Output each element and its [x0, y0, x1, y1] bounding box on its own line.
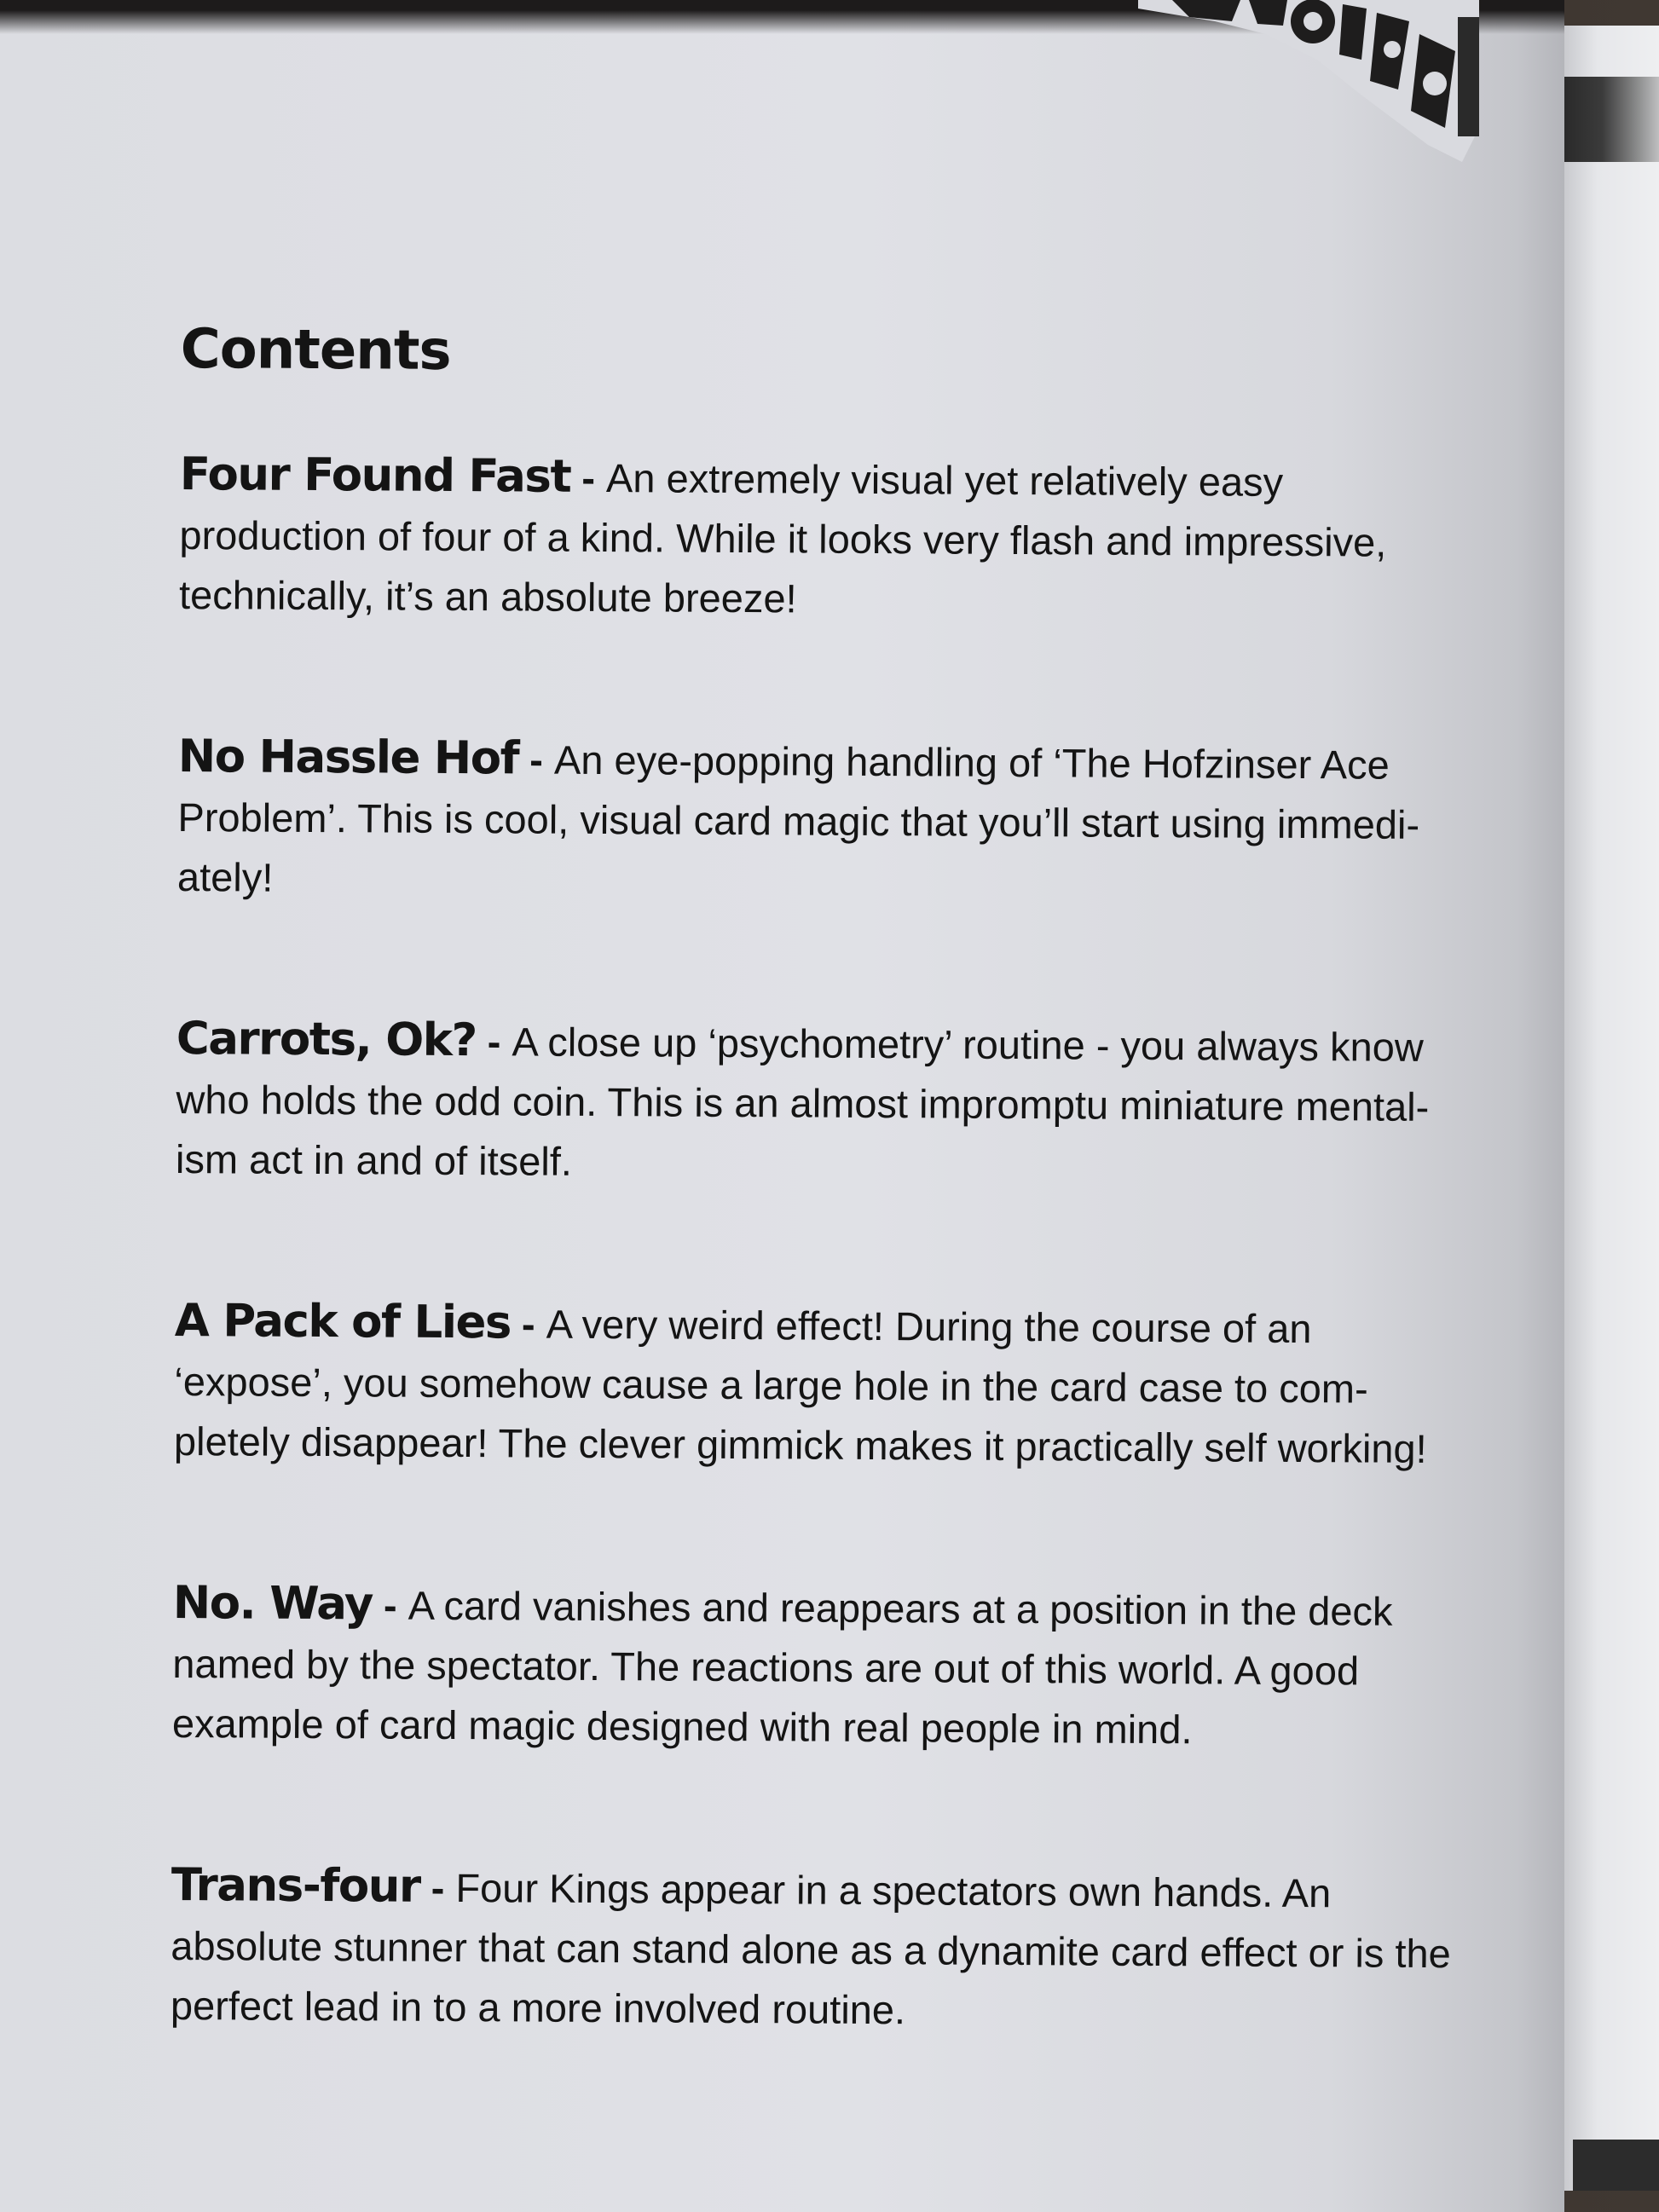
- entry-title: Four Found Fast: [179, 448, 571, 503]
- entry-title: No. Way: [172, 1576, 373, 1631]
- decorative-header-graphic: [1138, 0, 1479, 162]
- entry-title: No Hassle Hof: [177, 730, 519, 785]
- adjacent-page-graphic: [1564, 77, 1659, 162]
- entry-separator: -: [476, 1019, 512, 1065]
- entry-separator: -: [419, 1864, 456, 1911]
- page-title: Contents: [180, 318, 451, 383]
- contents-entry-no-hassle-hof: [177, 727, 1465, 915]
- entry-separator: -: [372, 1582, 408, 1628]
- entry-description: An eye-popping handling of ‘The Hofzinser Ace Problem’. This is cool, visual card magic that you’ll start using immedi-ately!: [176, 736, 1420, 900]
- contents-entry-carrots-ok: [176, 1009, 1464, 1197]
- entry-description: An extremely visual yet relatively easy production of four of a kind. While it looks very flash and impressive, technically, it’s an absolute breeze!: [178, 455, 1387, 621]
- contents-entry-no-way: [172, 1574, 1460, 1761]
- contents-entry-four-found-fast: [179, 445, 1467, 632]
- entry-description: A card vanishes and reappears at a position in the deck named by the spectator. The reactions are out of this world. A good example of card magic designed with real people in mind.: [171, 1582, 1393, 1753]
- contents-list: [170, 318, 1468, 2043]
- contents-entry-a-pack-of-lies: [174, 1291, 1462, 1479]
- adjacent-page-edge: [1564, 26, 1659, 2191]
- entry-title: Trans-four: [171, 1858, 420, 1913]
- entry-description: A close up ‘psychometry’ routine - you always know who holds the odd coin. This is an almost impromptu miniature mental-ism act in and of itself.: [175, 1019, 1430, 1184]
- entry-separator: -: [510, 1301, 546, 1347]
- entry-description: Four Kings appear in a spectators own hands. An absolute stunner that can stand alone as a dynamite card effect or is the perfect lead in to a more involved routine.: [170, 1865, 1451, 2033]
- adjacent-page-footer-graphic: [1573, 2140, 1659, 2191]
- entry-description: A very weird effect! During the course of an ‘expose’, you somehow cause a large hole in the card case to com-pletely disappear! The clever gimmick makes it practically self working!: [173, 1301, 1427, 1471]
- entry-title: Carrots, Ok?: [176, 1012, 477, 1067]
- entry-separator: -: [518, 736, 555, 783]
- entry-title: A Pack of Lies: [174, 1294, 512, 1349]
- entry-separator: -: [570, 454, 607, 501]
- contents-entry-trans-four: [171, 1856, 1459, 2043]
